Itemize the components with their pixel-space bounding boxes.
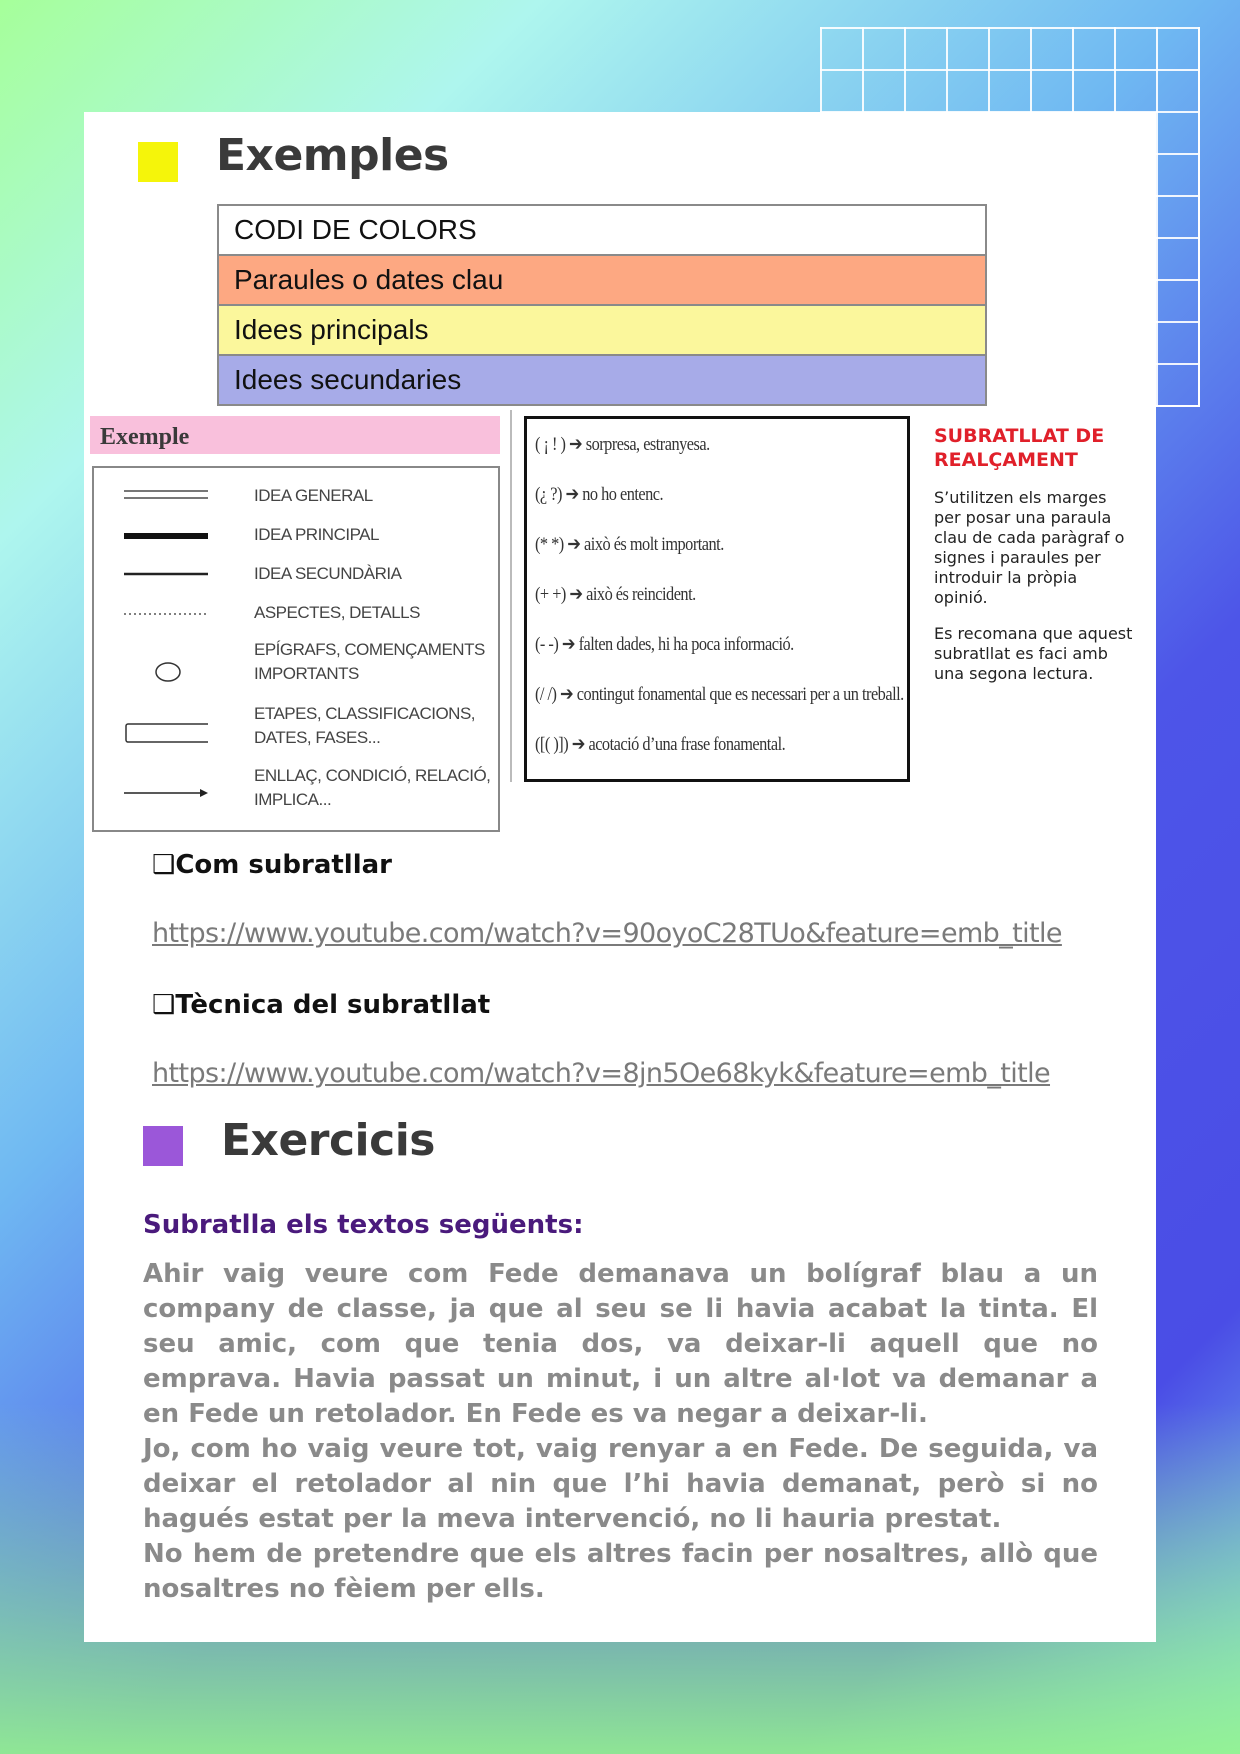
symbol-row: [535, 583, 696, 606]
color-code-row: Idees principals: [219, 304, 985, 354]
symbol-row: [535, 633, 794, 656]
exercise-paragraph: Ahir vaig veure com Fede demanava un bolígraf blau a un company de classe, ja que al seu se li havia acabat la tinta. El seu amic, com que tenia dos, va deixar-li aquell que no emprava. Havia passat un minut, i un altre al·lot va demanar a en Fede un retolador. En Fede es va negar a deixar-li.: [143, 1259, 1098, 1429]
symbol-mark: ( ¡ ! ): [535, 434, 566, 455]
link-heading: ❑Tècnica del subratllat: [152, 990, 491, 1020]
arrow-icon: ➔: [571, 734, 585, 755]
symbol-row: [535, 483, 663, 506]
realcament-text: Es recomana que aquest subratllat es faci amb una segona lectura.: [934, 624, 1133, 683]
exercise-paragraph: No hem de pretendre que els altres facin per nosaltres, allò que nosaltres no fèiem per ells.: [143, 1539, 1098, 1604]
legend-label: EPÍGRAFS, COMENÇAMENTS IMPORTANTS: [254, 640, 485, 683]
symbol-text: això és reincident.: [586, 584, 696, 605]
exercise-paragraph: Jo, com ho vaig veure tot, vaig renyar a en Fede. De seguida, va deixar el retolador al nin que l’hi havia demanat, però si no hagués estat per la meva intervenció, no li hauria prestat.: [143, 1434, 1098, 1534]
symbol-mark: (- -): [535, 634, 559, 655]
legend-label: IDEA SECUNDÀRIA: [254, 564, 402, 583]
legend-label: ASPECTES, DETALLS: [254, 603, 420, 622]
symbol-mark: (/ /): [535, 684, 557, 705]
underline-legend: [90, 416, 500, 834]
symbol-row: [535, 433, 710, 456]
color-code-row: Idees secundaries: [219, 354, 985, 404]
thin-line-icon: [124, 570, 208, 578]
arrow-icon: ➔: [569, 584, 583, 605]
link-heading: ❑Com subratllar: [152, 850, 392, 880]
symbol-mark: ([( )]): [535, 734, 569, 755]
realcament-title: SUBRATLLAT DE REALÇAMENT: [934, 425, 1105, 471]
double-line-icon: [124, 488, 208, 502]
symbol-mark: (¿ ?): [535, 484, 562, 505]
symbol-list: [524, 416, 910, 782]
symbol-text: sorpresa, estranyesa.: [585, 434, 710, 455]
arrow-icon: ➔: [568, 434, 583, 455]
legend-label: IDEA PRINCIPAL: [254, 525, 379, 544]
symbol-mark: (* *): [535, 534, 564, 555]
symbol-row: [535, 683, 904, 706]
legend-label: IDEA GENERAL: [254, 486, 373, 505]
divider: [510, 410, 512, 782]
exercise-instruction: Subratlla els textos següents:: [143, 1210, 584, 1240]
symbol-text: això és molt important.: [584, 534, 724, 555]
page: [84, 112, 1156, 1642]
thick-line-icon: [124, 531, 208, 541]
symbol-text: acotació d’una frase fonamental.: [588, 734, 786, 755]
color-code-row: Paraules o dates clau: [219, 254, 985, 304]
arrow-icon: ➔: [567, 534, 581, 555]
legend-label: ETAPES, CLASSIFICACIONS, DATES, FASES...: [254, 704, 476, 747]
checkbox-bullet-icon: ❑: [152, 850, 176, 880]
color-code-table: [217, 204, 987, 406]
exemples-title: Exemples: [216, 130, 449, 181]
legend-box: [92, 466, 500, 832]
exercise-text: [143, 1257, 1098, 1607]
video-link[interactable]: https://www.youtube.com/watch?v=8jn5Oe68kyk&feature=emb_title: [152, 1058, 1051, 1089]
realcament-text: S’utilitzen els marges per posar una paraula clau de cada paràgraf o signes i paraules per introduir la pròpia opinió.: [934, 488, 1125, 607]
symbol-text: falten dades, hi ha poca informació.: [578, 634, 794, 655]
symbol-text: contingut fonamental que es necessari per a un treball.: [576, 684, 904, 705]
symbol-row: [535, 533, 724, 556]
video-link[interactable]: https://www.youtube.com/watch?v=90oyoC28TUo&feature=emb_title: [152, 918, 1062, 949]
arrow-icon: [124, 788, 208, 798]
arrow-icon: ➔: [561, 634, 576, 655]
exemples-square: [138, 142, 178, 182]
symbol-text: no ho entenc.: [582, 484, 664, 505]
arrow-icon: ➔: [560, 684, 574, 705]
legend-title: Exemple: [90, 416, 500, 454]
color-code-row: CODI DE COLORS: [219, 206, 985, 254]
dotted-line-icon: [124, 611, 208, 617]
exercicis-square: [143, 1126, 183, 1166]
arrow-icon: ➔: [565, 484, 579, 505]
symbol-mark: (+ +): [535, 584, 566, 605]
symbol-row: [535, 733, 785, 756]
realcament-note: [934, 424, 1134, 684]
rectangle-icon: [124, 722, 208, 746]
legend-label: ENLLAÇ, CONDICIÓ, RELACIÓ, IMPLICA...: [254, 766, 491, 809]
checkbox-bullet-icon: ❑: [152, 990, 176, 1020]
ellipse-icon: [124, 660, 208, 684]
exercicis-title: Exercicis: [221, 1115, 435, 1166]
